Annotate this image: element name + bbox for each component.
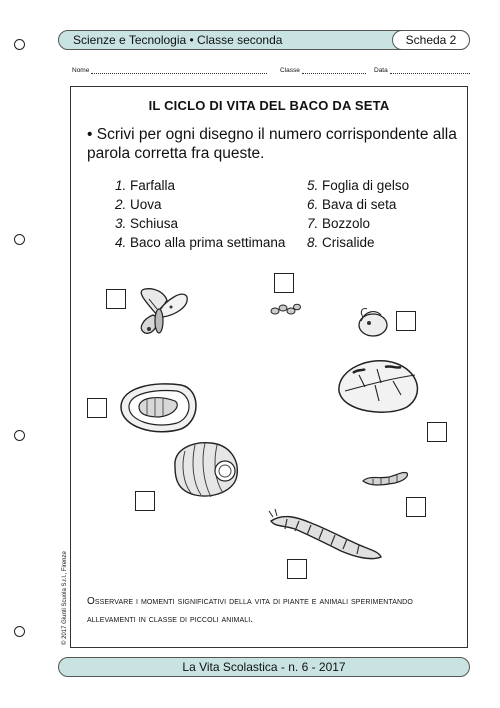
- options-left: [115, 176, 285, 252]
- answer-box-butterfly[interactable]: [106, 289, 126, 309]
- classe-field[interactable]: [302, 67, 366, 74]
- data-field[interactable]: [390, 67, 470, 74]
- silkworm-drawing: [267, 507, 387, 563]
- binder-hole: [14, 39, 25, 50]
- instruction-text: • Scrivi per ogni disegno il numero corrispondente alla parola corretta fra queste.: [87, 126, 457, 162]
- scheda-label: Scheda 2: [392, 30, 470, 50]
- leaf-drawing: [331, 355, 427, 417]
- option-item: 2. Uova: [115, 197, 162, 212]
- answer-box-eggs[interactable]: [274, 273, 294, 293]
- data-label: Data: [374, 67, 388, 74]
- option-item: 7. Bozzolo: [307, 216, 371, 231]
- footer-bar: La Vita Scolastica - n. 6 - 2017: [58, 657, 470, 677]
- worksheet-title: IL CICLO DI VITA DEL BACO DA SETA: [148, 98, 390, 113]
- larva-drawing: [359, 465, 411, 489]
- option-item: 8. Crisalide: [307, 235, 375, 250]
- chrysalis-drawing: [115, 377, 203, 437]
- eggs-drawing: [269, 301, 303, 317]
- binder-hole: [14, 430, 25, 441]
- answer-box-hatching[interactable]: [396, 311, 416, 331]
- answer-box-leaf[interactable]: [427, 422, 447, 442]
- nome-field[interactable]: [91, 67, 267, 74]
- option-item: 1. Farfalla: [115, 178, 176, 193]
- observation-note: Osservare i momenti significativi della vita di piante e animali sperimentando allevamenti in classe di piccoli animali.: [87, 596, 413, 625]
- binder-hole: [14, 626, 25, 637]
- nome-label: Nome: [72, 67, 90, 74]
- butterfly-drawing: [127, 285, 193, 339]
- answer-box-cocoon[interactable]: [135, 491, 155, 511]
- classe-label: Classe: [280, 67, 300, 74]
- cocoon-drawing: [165, 437, 245, 501]
- header-subject: Scienze e Tecnologia • Classe seconda: [73, 33, 283, 47]
- answer-box-chrysalis[interactable]: [87, 398, 107, 418]
- option-item: 3. Schiusa: [115, 216, 179, 231]
- copyright-text: © 2017 Giunti Scuola S.r.l., Firenze: [62, 551, 68, 645]
- worksheet-frame: [70, 86, 468, 648]
- option-item: 6. Bava di seta: [307, 197, 397, 212]
- answer-box-larva[interactable]: [406, 497, 426, 517]
- binder-hole: [14, 234, 25, 245]
- option-item: 4. Baco alla prima settimana: [115, 235, 286, 250]
- hatching-drawing: [353, 305, 393, 339]
- option-item: 5. Foglia di gelso: [307, 178, 410, 193]
- header-bar: [58, 30, 470, 50]
- options-right: [307, 176, 409, 252]
